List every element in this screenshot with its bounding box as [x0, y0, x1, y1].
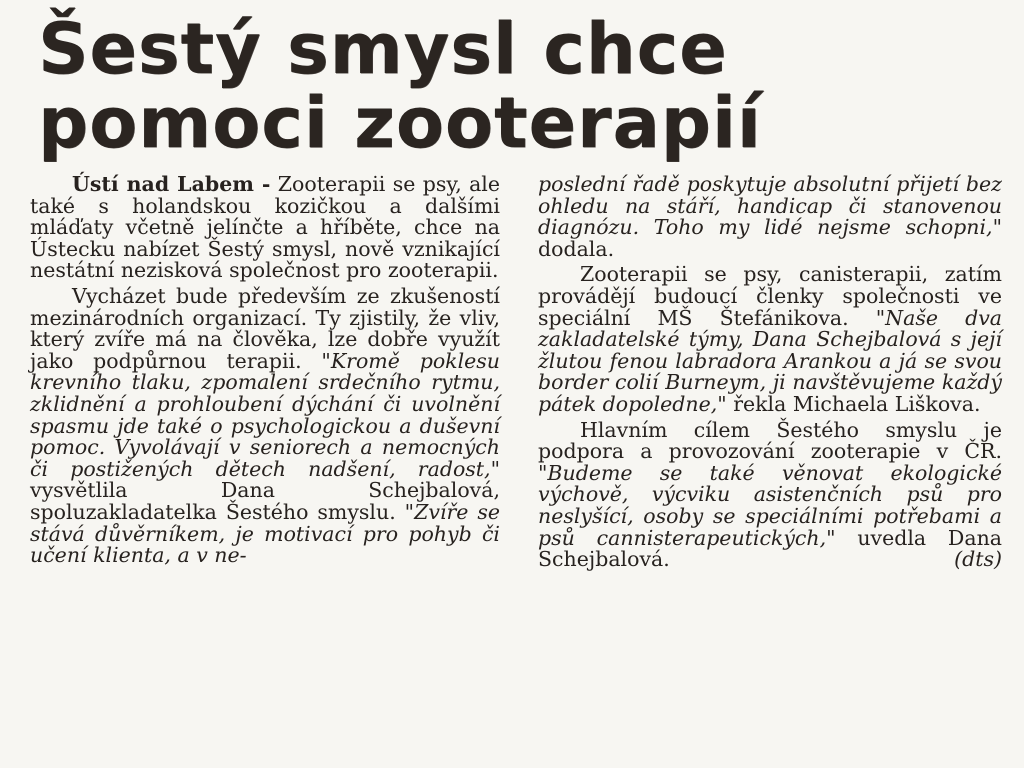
article-column-left	[30, 174, 500, 567]
headline	[38, 8, 998, 164]
author-signature: (dts)	[954, 547, 1002, 572]
article-column-right	[538, 174, 1002, 571]
therapy-text-b: vysvětlila Dana Schejbalová, spoluzakladatelka Šestého smyslu.	[30, 478, 500, 524]
quote-acceptance: poslední řadě poskytuje absolutní přijetí bez ohledu na stáří, handicap či stanovenou diagnózu. Toho my lidé nejsme schopni,"	[538, 172, 1002, 240]
quote-benefits: "Kromě poklesu krevního tlaku, zpomalení srdečního rytmu, zklidnění a prohloubení dýchání či uvolnění spasmu jde také o psychologickou a duševní pomoc. Vyvolávají v seniorech a nemocných či postižených dětech nadšení, radost,"	[30, 348, 500, 481]
quote-plans: "Budeme se také věnovat ekologické výchově, výcviku asistenčních psů pro neslyšící, osoby se speciálními potřebami a psů cannisterapeutických,"	[538, 460, 1002, 550]
headline-line-1: Šestý smysl chce	[38, 8, 728, 90]
goal-text-a: Hlavním cílem Šestého smyslu je podpora a provozování zooterapie v ČR.	[538, 417, 1002, 464]
dateline: Ústí nad Labem -	[72, 172, 271, 196]
paragraph-intro	[30, 174, 500, 282]
paragraph-goal	[538, 417, 1002, 572]
continuation-text: dodala.	[538, 236, 615, 261]
paragraph-therapy	[30, 283, 500, 568]
quote-confidant: "Zvíře se stává důvěrníkem, je motivací pro pohyb či učení klienta, a v ne-	[30, 499, 500, 568]
paragraph-continuation	[538, 174, 1002, 260]
canistherapy-text-a: Zooterapii se psy, canisterapii, zatím provádějí budoucí členky společnosti ve speciální MŠ Štefánikova.	[538, 262, 1002, 330]
therapy-text-a: Vycházet bude především ze zkušeností mezinárodních organizací. Ty zjistily, že vliv, který zvíře má na člověka, lze dobře využít jako podpůrnou terapii.	[30, 283, 500, 373]
canistherapy-text-b: řekla Michaela Liškova.	[726, 391, 981, 416]
headline-line-2: pomoci zooterapií	[38, 82, 762, 164]
quote-teams: "Naše dva zakladatelské týmy, Dana Schejbalová s její žlutou fenou labradora Arankou a já se svou border colií Burneym, ji navštěvujeme každý pátek dopoledne,"	[538, 305, 1002, 416]
paragraph-canistherapy	[538, 264, 1002, 415]
intro-text: Zooterapii se psy, ale také s holandskou kozičkou a dalšími mláďaty včetně jelínčte a hříběte, chce na Ústecku nabízet Šestý smysl, nově vznikající nestátní nezisková společnost pro zooterapii.	[30, 172, 500, 283]
goal-text-b: uvedla Dana Schejbalová.	[538, 525, 1002, 572]
